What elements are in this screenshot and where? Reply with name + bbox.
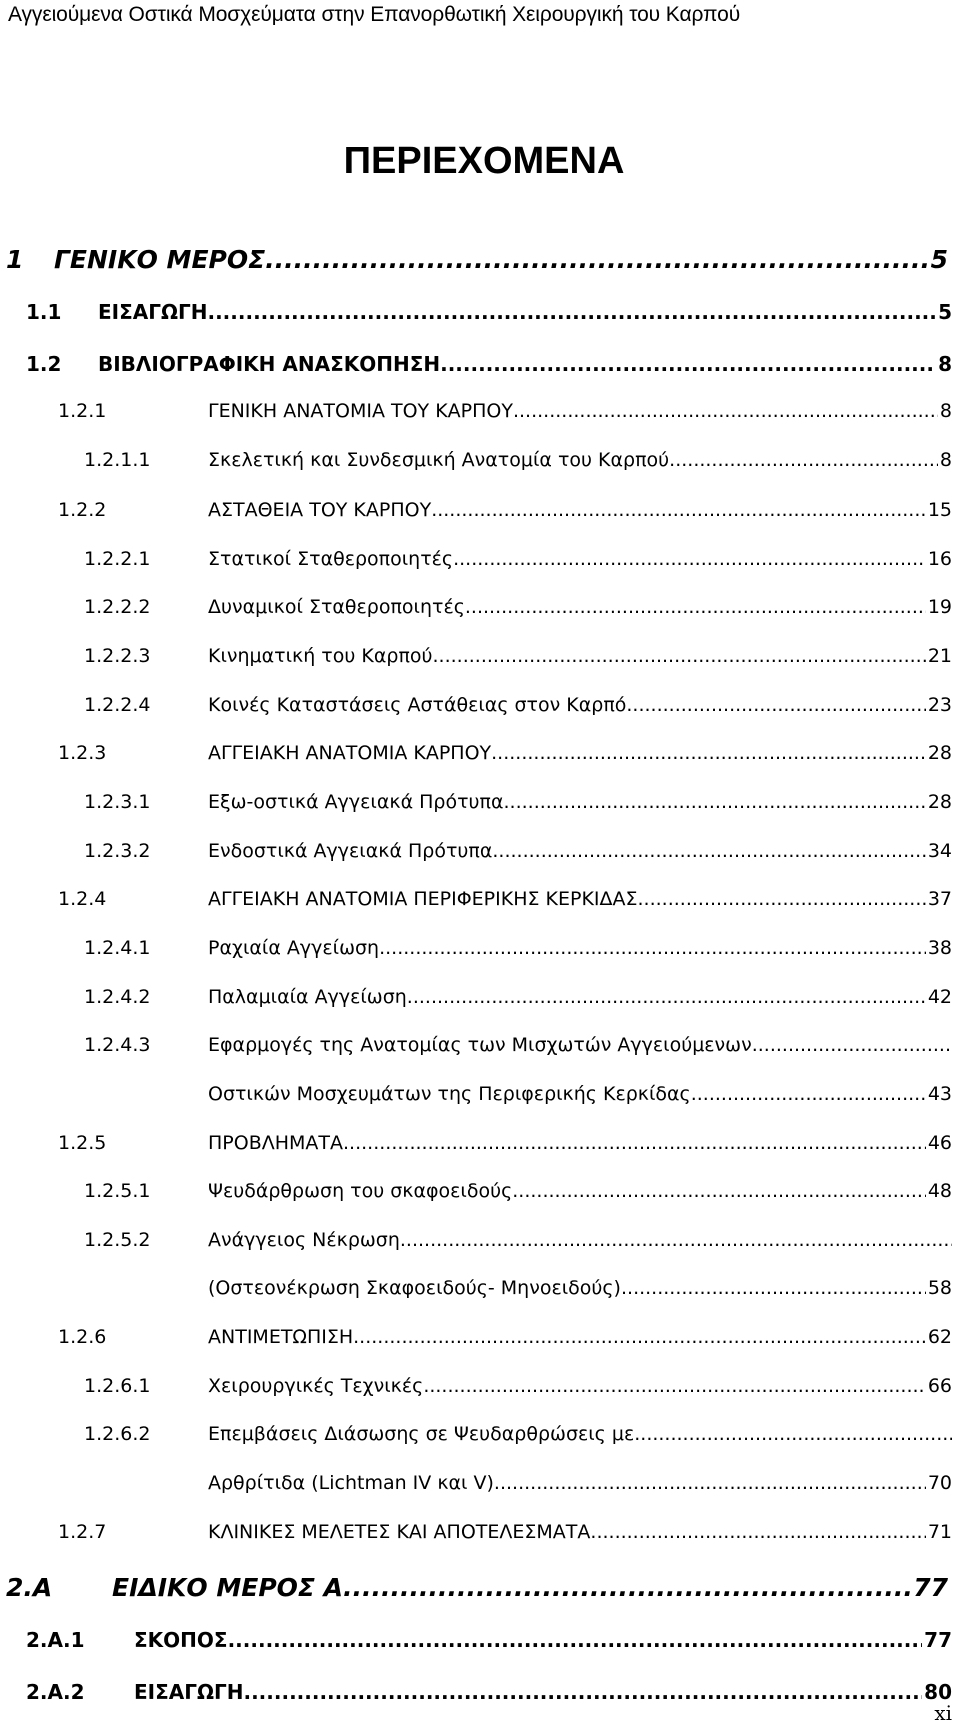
toc-entry-title: ΑΓΓΕΙΑΚΗ ΑΝΑΤΟΜΙΑ ΠΕΡΙΦΕΡΙΚΗΣ ΚΕΡΚΙΔΑΣ (208, 888, 638, 910)
toc-entry[interactable] (84, 1419, 952, 1449)
toc-entry-title: Οστικών Μοσχευμάτων της Περιφερικής Κερκίδας (208, 1083, 691, 1105)
toc-entry-number: 1.2.4.2 (84, 986, 151, 1008)
toc-leader-dots (494, 1468, 926, 1498)
toc-entry-page: 16 (927, 548, 952, 570)
toc-entry-title: Κινηματική του Καρπού (208, 645, 433, 667)
toc-entry-title: ΕΙΣΑΓΩΓΗ (98, 300, 208, 324)
toc-entry-number: 2.Α (6, 1573, 53, 1602)
toc-entry-number: 1.2.4.1 (84, 937, 151, 959)
toc-entry[interactable] (84, 1468, 952, 1498)
toc-entry-number: 1.2.5.1 (84, 1180, 151, 1202)
toc-leader-dots (621, 1273, 926, 1303)
toc-leader-dots (638, 884, 926, 914)
toc-entry-page: 70 (927, 1472, 952, 1494)
toc-entry-title: ΕΙΔΙΚΟ ΜΕΡΟΣ Α (112, 1573, 344, 1602)
toc-entry-title: ΚΛΙΝΙΚΕΣ ΜΕΛΕΤΕΣ ΚΑΙ ΑΠΟΤΕΛΕΣΜΑΤΑ (208, 1521, 591, 1543)
toc-entry-title: Επεμβάσεις Διάσωσης σε Ψευδαρθρώσεις με (208, 1423, 635, 1445)
toc-leader-dots (343, 1571, 911, 1605)
toc-entry[interactable] (84, 933, 952, 963)
toc-entry-title: (Οστεονέκρωση Σκαφοειδούς- Μηνοειδούς) (208, 1277, 621, 1299)
toc-entry[interactable] (84, 690, 952, 720)
toc-entry-page: 42 (927, 986, 952, 1008)
toc-entry[interactable] (58, 495, 952, 525)
toc-entry[interactable] (84, 544, 952, 574)
toc-entry-title: Παλαμιαία Αγγείωση (208, 986, 407, 1008)
toc-entry[interactable] (58, 1322, 952, 1352)
toc-entry-title: Ραχιαία Αγγείωση (208, 937, 380, 959)
toc-entry[interactable] (26, 1625, 952, 1655)
toc-entry-title: Χειρουργικές Τεχνικές (208, 1375, 424, 1397)
toc-entry-number: 1.2.6 (58, 1326, 107, 1348)
toc-entry-title: Στατικοί Σταθεροποιητές (208, 548, 454, 570)
toc-entry[interactable] (84, 641, 952, 671)
toc-entry-title: ΕΙΣΑΓΩΓΗ (134, 1680, 244, 1704)
toc-leader-dots (379, 933, 926, 963)
toc-entry-page: 19 (927, 596, 952, 618)
toc-entry-title: Εφαρμογές της Ανατομίας των Μισχωτών Αγγειούμενων (208, 1034, 752, 1056)
toc-entry-number: 1.2.2.3 (84, 645, 151, 667)
toc-entry[interactable] (26, 1677, 952, 1707)
toc-entry-page: 37 (927, 888, 952, 910)
toc-entry-number: 2.Α.1 (26, 1628, 85, 1652)
toc-entry-page: 38 (927, 937, 952, 959)
toc-entry-page: 15 (927, 499, 952, 521)
toc-entry[interactable] (84, 1371, 952, 1401)
toc-entry-page: 48 (927, 1180, 952, 1202)
toc-entry-number: 1.2.4 (58, 888, 107, 910)
toc-entry-title: Εξω-οστικά Αγγειακά Πρότυπα (208, 791, 504, 813)
toc-leader-dots (634, 1419, 952, 1449)
toc-leader-dots (207, 297, 936, 327)
toc-entry-title: ΒΙΒΛΙΟΓΡΑΦΙΚΗ ΑΝΑΣΚΟΠΗΣΗ (98, 352, 441, 376)
toc-leader-dots (243, 1677, 922, 1707)
toc-entry[interactable] (58, 738, 952, 768)
toc-entry-number: 1.2.2.4 (84, 694, 151, 716)
toc-entry-number: 1.2.2.1 (84, 548, 151, 570)
toc-entry[interactable] (58, 1517, 952, 1547)
toc-entry-title: ΓΕΝΙΚΟ ΜΕΡΟΣ (54, 245, 266, 274)
toc-leader-dots (440, 349, 936, 379)
toc-leader-dots (669, 445, 938, 475)
toc-entry-title: ΣΚΟΠΟΣ (134, 1628, 228, 1652)
toc-entry[interactable] (84, 1030, 952, 1060)
toc-leader-dots (491, 738, 926, 768)
toc-entry-number: 1.2.4.3 (84, 1034, 151, 1056)
toc-entry-title: Δυναμικοί Σταθεροποιητές (208, 596, 465, 618)
toc-entry-title: Ψευδάρθρωση του σκαφοειδούς (208, 1180, 513, 1202)
running-header: Αγγειούμενα Οστικά Μοσχεύματα στην Επανορθωτική Χειρουργική του Καρπού (8, 3, 741, 26)
toc-entry-page: 8 (938, 352, 952, 376)
toc-entry-number: 1.2.1.1 (84, 449, 151, 471)
toc-entry[interactable] (84, 1273, 952, 1303)
toc-entry[interactable] (6, 1571, 948, 1605)
toc-leader-dots (423, 1371, 926, 1401)
toc-entry[interactable] (84, 445, 952, 475)
page-title: ΠΕΡΙΕΧΟΜΕΝΑ (343, 140, 625, 182)
toc-entry-title: Σκελετική και Συνδεσμική Ανατομία του Καρπού (208, 449, 670, 471)
toc-leader-dots (228, 1625, 923, 1655)
toc-entry-number: 1.2.1 (58, 400, 107, 422)
toc-leader-dots (590, 1517, 925, 1547)
toc-entry[interactable] (26, 297, 952, 327)
toc-entry-page: 43 (927, 1083, 952, 1105)
toc-entry[interactable] (84, 982, 952, 1012)
toc-entry[interactable] (84, 1176, 952, 1206)
toc-leader-dots (504, 787, 926, 817)
toc-entry-page: 77 (924, 1628, 952, 1652)
toc-entry-page: 46 (927, 1132, 952, 1154)
toc-entry-number: 2.Α.2 (26, 1680, 85, 1704)
toc-leader-dots (407, 982, 926, 1012)
toc-entry-number: 1.2.6.2 (84, 1423, 151, 1445)
toc-entry[interactable] (6, 243, 948, 277)
toc-leader-dots (752, 1030, 952, 1060)
toc-entry-page: 66 (927, 1375, 952, 1397)
toc-entry-page: 80 (924, 1680, 952, 1704)
toc-entry-title: ΠΡΟΒΛΗΜΑΤΑ (208, 1132, 344, 1154)
toc-leader-dots (492, 836, 925, 866)
toc-entry-page: 34 (927, 840, 952, 862)
toc-entry-number: 1.2.7 (58, 1521, 107, 1543)
toc-entry-title: Κοινές Καταστάσεις Αστάθειας στον Καρπό (208, 694, 627, 716)
toc-entry-title: ΓΕΝΙΚΗ ΑΝΑΤΟΜΙΑ ΤΟΥ ΚΑΡΠΟΥ (208, 400, 513, 422)
toc-leader-dots (431, 495, 926, 525)
toc-entry-number: 1.2.6.1 (84, 1375, 151, 1397)
toc-entry-title: Αρθρίτιδα (Lichtman IV και V) (208, 1472, 494, 1494)
toc-entry-number: 1.2 (26, 352, 62, 376)
toc-entry[interactable] (84, 592, 952, 622)
toc-entry-number: 1.1 (26, 300, 62, 324)
toc-entry-page: 62 (927, 1326, 952, 1348)
toc-entry-page: 28 (927, 791, 952, 813)
toc-entry-number: 1.2.3 (58, 742, 107, 764)
toc-leader-dots (453, 544, 926, 574)
toc-entry-title: ΑΣΤΑΘΕΙΑ ΤΟΥ ΚΑΡΠΟΥ (208, 499, 432, 521)
toc-entry-title: Ανάγγειος Νέκρωση (208, 1229, 400, 1251)
toc-entry-page: 23 (927, 694, 952, 716)
toc-leader-dots (400, 1225, 952, 1255)
toc-entry[interactable] (84, 836, 952, 866)
toc-entry-page: 8 (939, 400, 952, 422)
toc-entry[interactable] (84, 787, 952, 817)
toc-leader-dots (626, 690, 925, 720)
toc-entry-page: 71 (927, 1521, 952, 1543)
toc-entry-page: 58 (927, 1277, 952, 1299)
toc-entry-number: 1.2.2.2 (84, 596, 151, 618)
toc-entry-title: ΑΝΤΙΜΕΤΩΠΙΣΗ (208, 1326, 354, 1348)
toc-entry-number: 1.2.2 (58, 499, 107, 521)
toc-entry-title: Ενδοστικά Αγγειακά Πρότυπα (208, 840, 493, 862)
toc-entry-number: 1.2.5.2 (84, 1229, 151, 1251)
page-number: xi (934, 1701, 952, 1725)
toc-leader-dots (512, 1176, 926, 1206)
toc-entry[interactable] (58, 884, 952, 914)
toc-entry-number: 1.2.5 (58, 1132, 107, 1154)
toc-entry-number: 1.2.3.2 (84, 840, 151, 862)
toc-entry[interactable] (58, 396, 952, 426)
toc-entry-page: 8 (939, 449, 952, 471)
toc-leader-dots (353, 1322, 926, 1352)
toc-leader-dots (343, 1128, 926, 1158)
toc-entry[interactable] (84, 1079, 952, 1109)
toc-leader-dots (513, 396, 938, 426)
toc-entry-page: 77 (913, 1573, 948, 1602)
toc-entry-page: 28 (927, 742, 952, 764)
toc-entry-title: ΑΓΓΕΙΑΚΗ ΑΝΑΤΟΜΙΑ ΚΑΡΠΟΥ (208, 742, 492, 764)
toc-entry-page: 5 (938, 300, 952, 324)
toc-leader-dots (433, 641, 926, 671)
toc-entry-number: 1 (6, 245, 24, 274)
toc-entry-page: 5 (930, 245, 948, 274)
toc-leader-dots (265, 243, 928, 277)
toc-leader-dots (465, 592, 926, 622)
toc-entry[interactable] (26, 349, 952, 379)
toc-leader-dots (691, 1079, 926, 1109)
toc-entry-number: 1.2.3.1 (84, 791, 151, 813)
toc-entry-page: 21 (927, 645, 952, 667)
toc-entry[interactable] (58, 1128, 952, 1158)
toc-entry[interactable] (84, 1225, 952, 1255)
